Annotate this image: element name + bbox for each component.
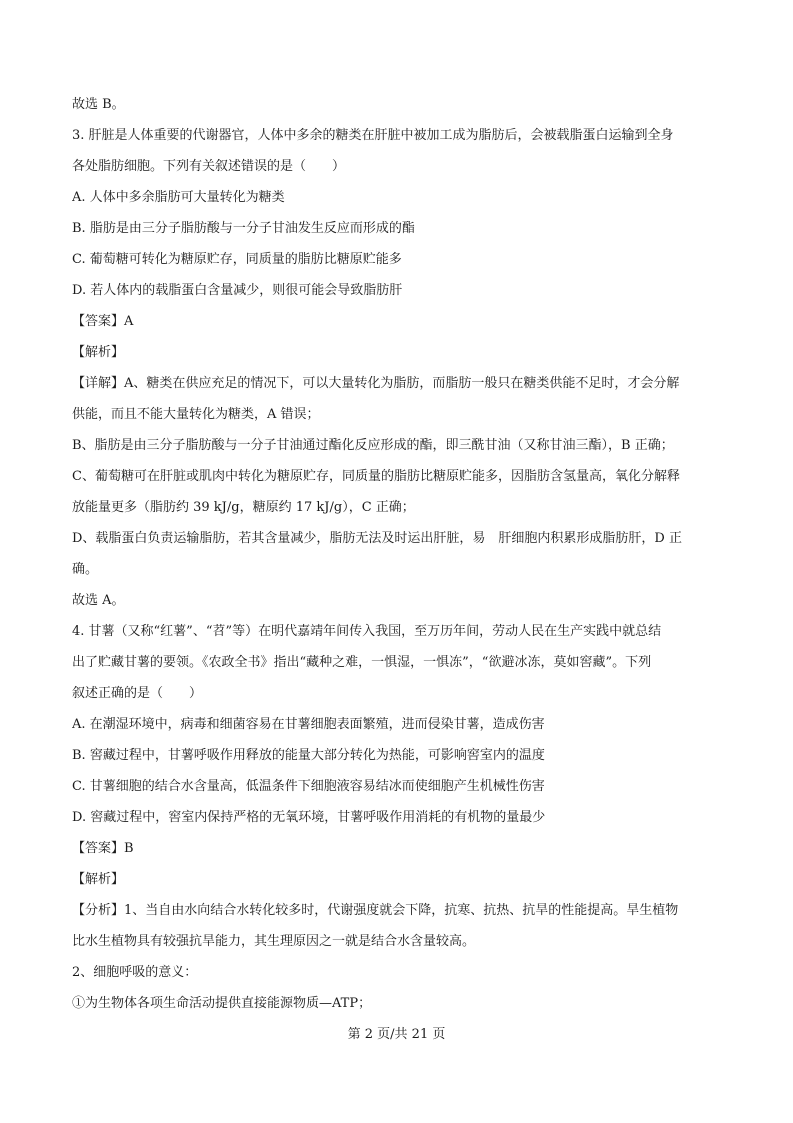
question-3-stem-line-1: 3. 肝脏是人体重要的代谢器官，人体中多余的糖类在肝脏中被加工成为脂肪后，会被载脂蛋白运输到全身: [72, 128, 674, 143]
question-3-explanation-line: 放能量更多（脂肪约 39 kJ/g，糖原约 17 kJ/g），C 正确；: [72, 500, 415, 515]
question-4-option-c: C. 甘薯细胞的结合水含量高，低温条件下细胞液容易结冰而使细胞产生机械性伤害: [72, 779, 545, 794]
question-4-analysis-line: 比水生植物具有较强抗旱能力，其生理原因之一就是结合水含量较高。: [72, 934, 476, 949]
page-number-footer: 第 2 页/共 21 页: [347, 1027, 446, 1042]
question-3-stem-line-2: 各处脂肪细胞。下列有关叙述错误的是（ ）: [72, 159, 346, 174]
question-3-analysis-heading: 【解析】: [72, 345, 125, 360]
question-3-explanation-line: 确。: [72, 562, 99, 577]
question-4-answer: 【答案】B: [72, 841, 134, 856]
question-3-option-d: D. 若人体内的载脂蛋白含量减少，则很可能会导致脂肪肝: [72, 283, 403, 298]
question-3-explanation-line: 供能，而且不能大量转化为糖类，A 错误；: [72, 407, 320, 422]
question-4-option-d: D. 窖藏过程中，窖室内保持严格的无氧环境，甘薯呼吸作用消耗的有机物的量最少: [72, 810, 546, 825]
question-4-stem-line-1: 4. 甘薯（又称“红薯”、“苕”等）在明代嘉靖年间传入我国，至万历年间，劳动人民在生产实践中就总结: [72, 624, 662, 639]
question-4-option-b: B. 窖藏过程中，甘薯呼吸作用释放的能量大部分转化为热能，可影响窖室内的温度: [72, 748, 545, 763]
question-3-explanation-line: B、脂肪是由三分子脂肪酸与一分子甘油通过酯化反应形成的酯，即三酰甘油（又称甘油三酯），B 正确；: [72, 438, 674, 453]
question-3-option-a: A. 人体中多余脂肪可大量转化为糖类: [72, 190, 285, 205]
question-4-option-a: A. 在潮湿环境中，病毒和细菌容易在甘薯细胞表面繁殖，进而侵染甘薯，造成伤害: [72, 717, 545, 732]
question-3-explanation-line: C、葡萄糖可在肝脏或肌肉中转化为糖原贮存，同质量的脂肪比糖原贮能多，因脂肪含氢量高，氧化分解释: [72, 469, 680, 484]
question-4-analysis-heading: 【解析】: [72, 872, 125, 887]
question-4-analysis-line: 2、细胞呼吸的意义：: [72, 965, 198, 980]
question-3-answer: 【答案】A: [72, 314, 134, 329]
question-4-stem-line-2: 出了贮藏甘薯的要领。《农政全书》指出“藏种之难，一惧湿，一惧冻”，“欲避冰冻，莫如窖藏”。下列: [72, 655, 652, 670]
text-line-conclusion-b: 故选 B。: [72, 97, 125, 112]
question-4-analysis-line: 【分析】1、当自由水向结合水转化较多时，代谢强度就会下降，抗寒、抗热、抗旱的性能提高。旱生植物: [72, 903, 679, 918]
question-4-stem-line-3: 叙述正确的是（ ）: [72, 686, 203, 701]
question-3-explanation-line: D、载脂蛋白负责运输脂肪，若其含量减少，脂肪无法及时运出肝脏，易 肝细胞内积累形成脂肪肝，D 正: [72, 531, 682, 546]
text-line-conclusion-a: 故选 A。: [72, 593, 125, 608]
question-4-analysis-line: ①为生物体各项生命活动提供直接能源物质—ATP；: [72, 996, 372, 1011]
question-3-option-b: B. 脂肪是由三分子脂肪酸与一分子甘油发生反应而形成的酯: [72, 221, 415, 236]
question-3-explanation-line: 【详解】A、糖类在供应充足的情况下，可以大量转化为脂肪，而脂肪一般只在糖类供能不足时，才会分解: [72, 376, 680, 391]
question-3-option-c: C. 葡萄糖可转化为糖原贮存，同质量的脂肪比糖原贮能多: [72, 252, 402, 267]
